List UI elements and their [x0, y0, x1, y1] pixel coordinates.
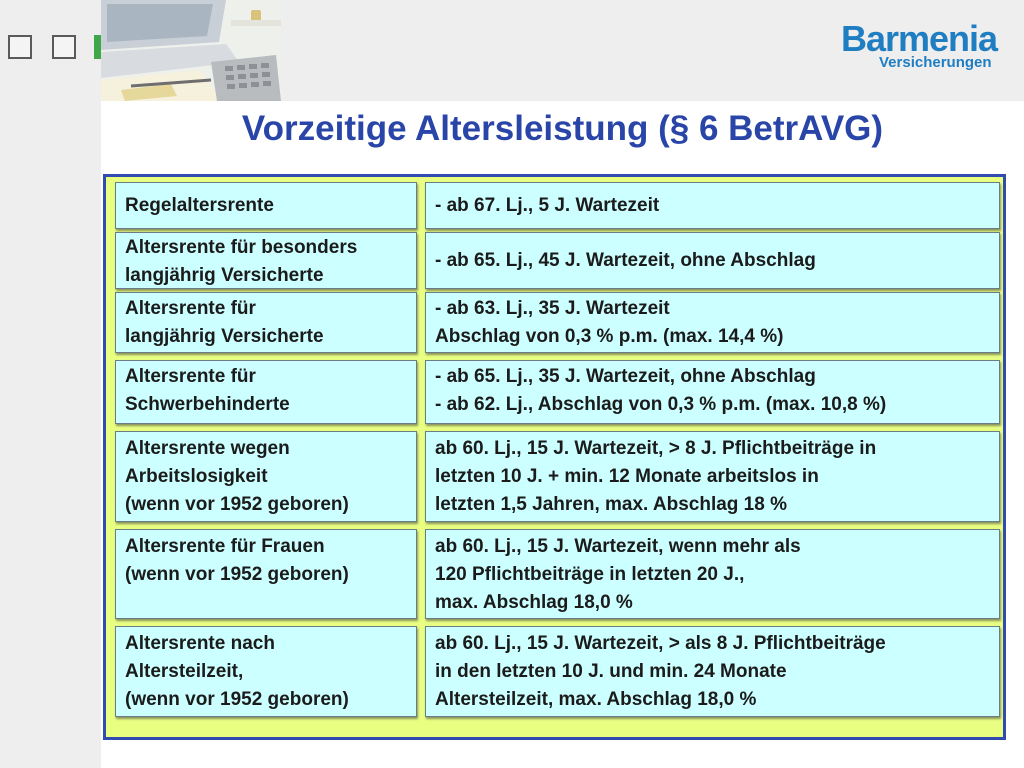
row-label: Altersrente für Frauen (wenn vor 1952 geboren)	[115, 529, 417, 619]
row-detail: - ab 67. Lj., 5 J. Wartezeit	[425, 182, 1000, 229]
logo-wordmark: Barmenia	[841, 18, 998, 59]
left-sidebar-band	[0, 0, 101, 768]
row-detail: ab 60. Lj., 15 J. Wartezeit, > 8 J. Pflichtbeiträge in letzten 10 J. + min. 12 Monate arbeitslos in letzten 1,5 Jahren, max. Abschlag 18 %	[425, 431, 1000, 522]
row-detail: - ab 63. Lj., 35 J. Wartezeit Abschlag von 0,3 % p.m. (max. 14,4 %)	[425, 292, 1000, 353]
header-photo	[101, 0, 281, 101]
row-label: Altersrente für Schwerbehinderte	[115, 360, 417, 424]
company-logo	[841, 20, 1011, 74]
row-label: Altersrente für besonders langjährig Versicherte	[115, 232, 417, 289]
row-label: Altersrente für langjährig Versicherte	[115, 292, 417, 353]
empty-square-icon	[8, 35, 32, 59]
row-detail: - ab 65. Lj., 45 J. Wartezeit, ohne Abschlag	[425, 232, 1000, 289]
empty-square-icon	[52, 35, 76, 59]
row-label: Altersrente wegen Arbeitslosigkeit (wenn vor 1952 geboren)	[115, 431, 417, 522]
row-label: Regelaltersrente	[115, 182, 417, 229]
row-label: Altersrente nach Altersteilzeit, (wenn vor 1952 geboren)	[115, 626, 417, 717]
logo-subline: Versicherungen	[879, 54, 992, 71]
row-detail: ab 60. Lj., 15 J. Wartezeit, wenn mehr als 120 Pflichtbeiträge in letzten 20 J., max. Abschlag 18,0 %	[425, 529, 1000, 619]
row-detail: - ab 65. Lj., 35 J. Wartezeit, ohne Abschlag - ab 62. Lj., Abschlag von 0,3 % p.m. (max. 10,8 %)	[425, 360, 1000, 424]
row-detail: ab 60. Lj., 15 J. Wartezeit, > als 8 J. Pflichtbeiträge in den letzten 10 J. und min. 24 Monate Altersteilzeit, max. Abschlag 18,0 %	[425, 626, 1000, 717]
slide-title: Vorzeitige Altersleistung (§ 6 BetrAVG)	[241, 109, 884, 148]
pension-table-panel	[103, 174, 1006, 740]
